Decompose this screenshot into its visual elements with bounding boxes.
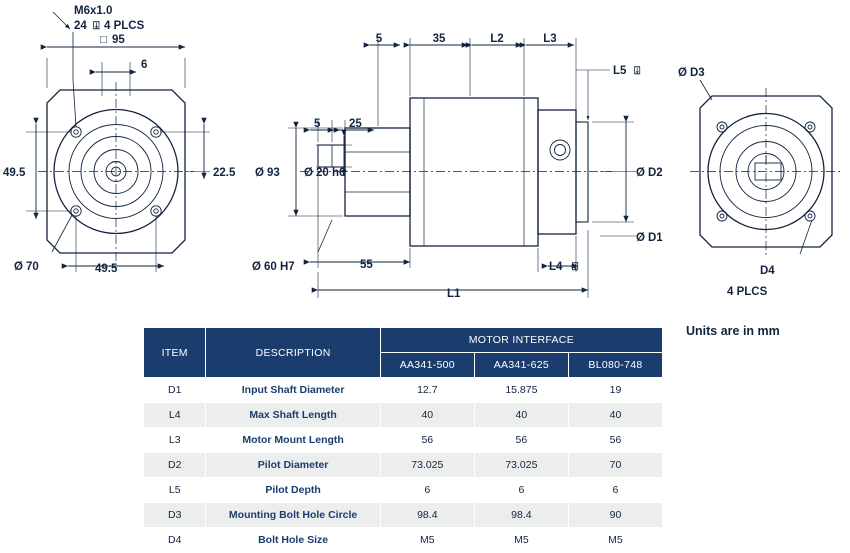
cell-value-2: 73.025: [474, 453, 568, 478]
dim-49-5-left: 49.5: [3, 167, 26, 179]
cell-value-3: 90: [568, 503, 662, 528]
cell-description: Max Shaft Length: [206, 403, 380, 428]
dim-5-inner: 5: [314, 118, 321, 130]
cell-item: D4: [144, 528, 206, 553]
square-symbol-icon: □: [100, 34, 107, 46]
label-d2: D2: [648, 167, 663, 179]
table-row: [144, 478, 663, 503]
depth-symbol-l4-icon: ⍗: [572, 261, 579, 273]
label-d4-plcs: 4 PLCS: [727, 286, 768, 298]
label-l4: L4: [549, 261, 563, 273]
depth-symbol-icon: ⍗: [93, 20, 100, 32]
dim-22-5: 22.5: [213, 167, 236, 179]
specification-table-wrapper: [143, 327, 663, 553]
label-l2: L2: [490, 33, 504, 45]
dim-6: 6: [141, 59, 148, 71]
label-thread-depth: 24: [74, 20, 87, 32]
label-d3: D3: [690, 67, 705, 79]
specification-table: [143, 327, 663, 553]
cell-value-2: 98.4: [474, 503, 568, 528]
depth-symbol-l5-icon: ⍗: [634, 65, 641, 77]
dia-symbol-d2-icon: Ø: [636, 167, 645, 179]
label-thread-callout: M6x1.0: [74, 5, 113, 17]
dia-symbol-60-icon: Ø: [252, 261, 261, 273]
dim-55: 55: [360, 259, 373, 271]
label-l1: L1: [447, 288, 461, 300]
cell-value-2: 15.875: [474, 378, 568, 403]
cell-item: D1: [144, 378, 206, 403]
label-thread-plcs: 4 PLCS: [104, 20, 145, 32]
cell-value-2: 56: [474, 428, 568, 453]
cell-value-1: 56: [380, 428, 474, 453]
cell-value-2: 40: [474, 403, 568, 428]
cell-value-2: M5: [474, 528, 568, 553]
table-row: [144, 378, 663, 403]
header-col-aa341-625: AA341-625: [474, 353, 568, 378]
dim-35: 35: [432, 33, 446, 45]
cell-item: L5: [144, 478, 206, 503]
front-view-geometry: [26, 12, 210, 272]
header-col-bl080-748: BL080-748: [568, 353, 662, 378]
table-row: [144, 403, 663, 428]
cell-item: L3: [144, 428, 206, 453]
rear-view-geometry: [690, 80, 842, 256]
cell-description: Bolt Hole Size: [206, 528, 380, 553]
label-l5: L5: [613, 65, 627, 77]
drawing-labels: [3, 5, 775, 300]
dia-symbol-93-icon: Ø: [255, 167, 264, 179]
dim-dia-93: 93: [267, 167, 280, 179]
cell-description: Pilot Diameter: [206, 453, 380, 478]
cell-description: Pilot Depth: [206, 478, 380, 503]
cell-value-3: 19: [568, 378, 662, 403]
cell-value-3: 40: [568, 403, 662, 428]
cell-value-1: 40: [380, 403, 474, 428]
cell-description: Input Shaft Diameter: [206, 378, 380, 403]
dia-symbol-20-icon: Ø: [304, 167, 313, 179]
table-header-row-1: [144, 328, 663, 353]
table-row: [144, 428, 663, 453]
cell-item: D3: [144, 503, 206, 528]
dim-25: 25: [349, 118, 362, 130]
header-col-aa341-500: AA341-500: [380, 353, 474, 378]
cell-value-3: 70: [568, 453, 662, 478]
cell-value-1: 12.7: [380, 378, 474, 403]
dim-dia-60-h7: 60 H7: [264, 261, 295, 273]
label-d4: D4: [760, 265, 775, 277]
dim-49-5-bottom: 49.5: [95, 263, 118, 275]
table-body: [144, 378, 663, 553]
cell-value-1: 98.4: [380, 503, 474, 528]
dia-symbol-d3-icon: Ø: [678, 67, 687, 79]
units-note: Units are in mm: [686, 324, 780, 338]
cell-item: D2: [144, 453, 206, 478]
cell-value-3: 56: [568, 428, 662, 453]
dim-dia-70: 70: [26, 261, 39, 273]
cell-description: Motor Mount Length: [206, 428, 380, 453]
dim-dia-20-h6: 20 h6: [316, 167, 346, 179]
dia-symbol-d1-icon: Ø: [636, 232, 645, 244]
label-d1: D1: [648, 232, 663, 244]
cell-value-3: M5: [568, 528, 662, 553]
cell-value-1: 73.025: [380, 453, 474, 478]
table-row: [144, 528, 663, 553]
cell-value-3: 6: [568, 478, 662, 503]
cell-value-1: M5: [380, 528, 474, 553]
table-row: [144, 453, 663, 478]
cell-value-1: 6: [380, 478, 474, 503]
cell-item: L4: [144, 403, 206, 428]
dim-square-95: 95: [112, 34, 125, 46]
dim-5-top: 5: [375, 33, 383, 45]
header-description: DESCRIPTION: [206, 328, 380, 378]
header-motor-interface: MOTOR INTERFACE: [380, 328, 662, 353]
cell-value-2: 6: [474, 478, 568, 503]
dia-symbol-70-icon: Ø: [14, 261, 23, 273]
cell-description: Mounting Bolt Hole Circle: [206, 503, 380, 528]
label-l3: L3: [543, 33, 557, 45]
header-item: ITEM: [144, 328, 206, 378]
